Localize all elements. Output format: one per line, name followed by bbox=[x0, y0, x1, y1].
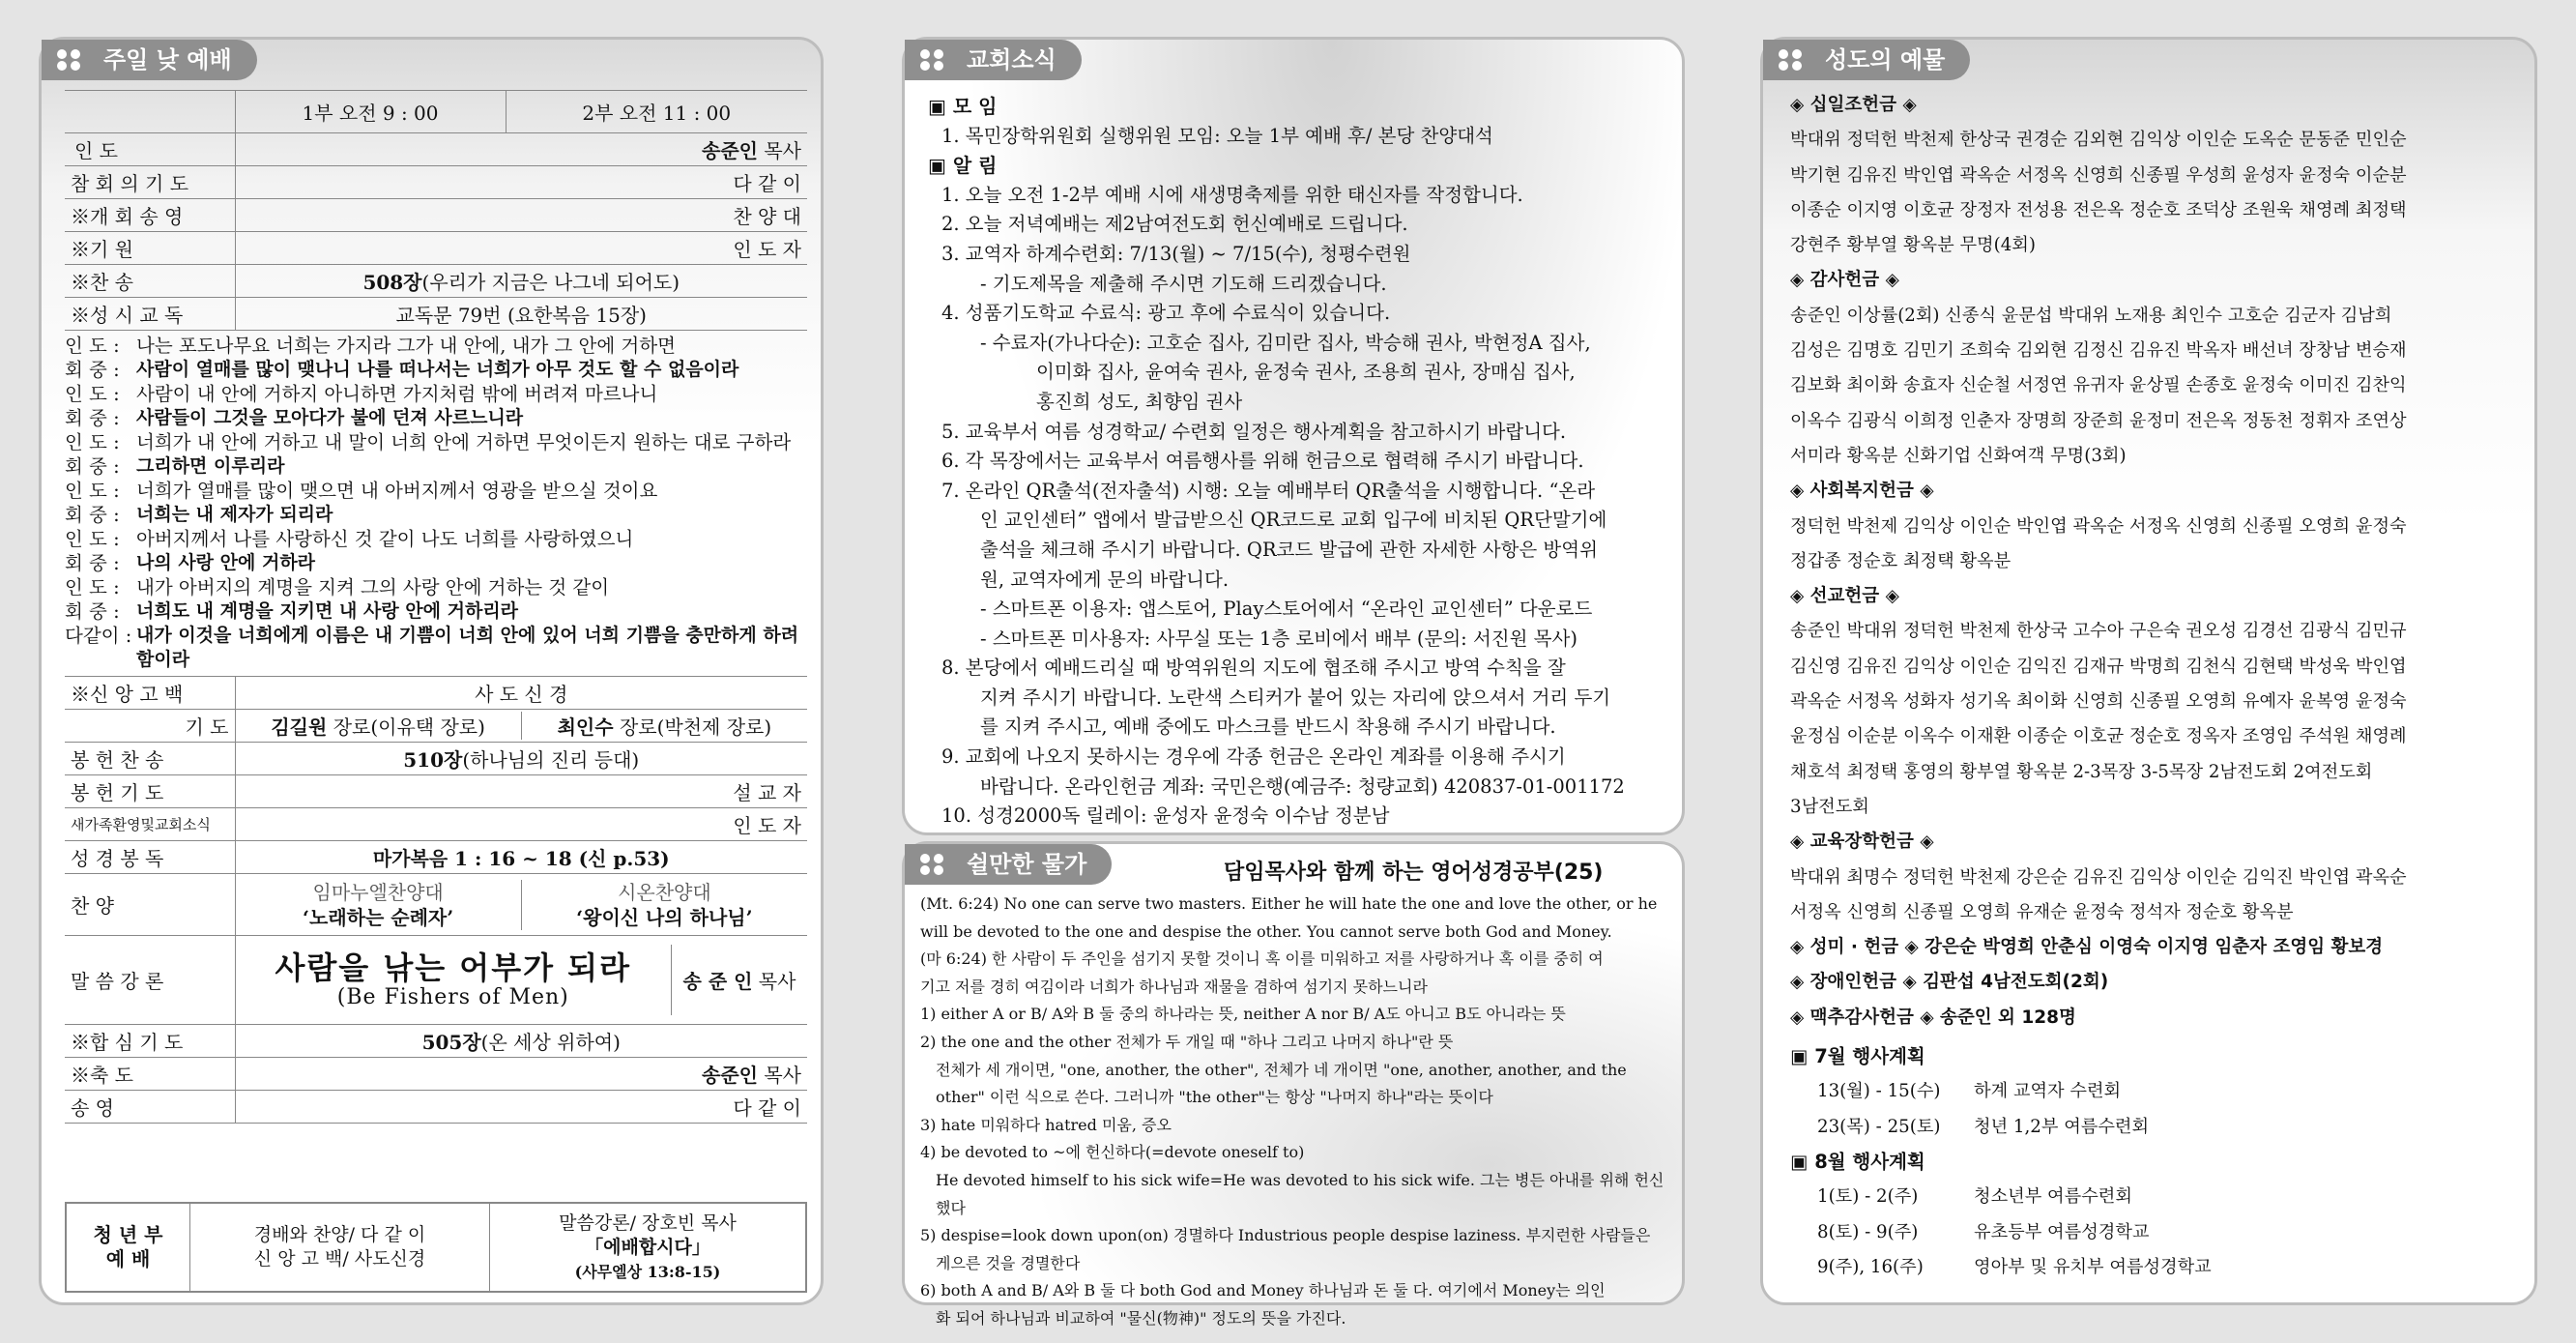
row-label: ※성 시 교 독 bbox=[65, 298, 235, 331]
english-study-title: 담임목사와 함께 하는 영어성경공부(25) bbox=[1224, 861, 1604, 885]
news-item: 10. 성경2000독 릴레이: 윤성자 윤정숙 이수남 정분남 bbox=[941, 804, 1390, 828]
responsive-speaker: 인 도 : bbox=[65, 528, 120, 550]
offerings-list bbox=[1790, 88, 2515, 1285]
hymn-number: 510장 bbox=[403, 748, 463, 772]
responsive-text: 내가 아버지의 계명을 지켜 그의 사랑 안에 거하는 것 같이 bbox=[136, 576, 610, 599]
responsive-speaker: 회 중 : bbox=[65, 552, 120, 574]
news-item: 1. 목민장학위원회 실행위원 모임: 오늘 1부 예배 후/ 본당 찬양대석 bbox=[941, 124, 1493, 147]
row-value: 인 도 자 bbox=[235, 232, 807, 265]
schedule-row bbox=[1790, 1074, 2515, 1109]
order-row-blessing bbox=[65, 1058, 807, 1091]
responsive-speaker: 인 도 : bbox=[65, 576, 120, 599]
offering-heading: ◈ 선교헌금 ◈ bbox=[1790, 586, 1899, 607]
prayer-name-2: 최인수 bbox=[557, 715, 614, 739]
hymn-title: (하나님의 진리 등대) bbox=[462, 748, 640, 772]
order-row-responsive bbox=[65, 298, 807, 331]
news-heading-notices: ▣ 알 림 bbox=[928, 154, 998, 178]
responsive-text: 내가 이것을 너희에게 이름은 내 기쁨이 너희 안에 있어 너희 기쁨을 충만하게 하려 함이라 bbox=[136, 625, 799, 670]
row-value: 교독문 79번 (요한복음 15장) bbox=[235, 298, 807, 331]
news-item: 원, 교역자에게 문의 바랍니다. bbox=[980, 568, 1230, 591]
news-item: 3. 교역자 하계수련회: 7/13(월) ~ 7/15(수), 청평수련원 bbox=[941, 242, 1411, 265]
english-bible-panel bbox=[902, 841, 1685, 1328]
offering-names: 강현주 황부열 황옥분 무명(4회) bbox=[1790, 235, 2036, 256]
service-times-row bbox=[65, 91, 807, 133]
offering-names: 3남전도회 bbox=[1790, 796, 1869, 817]
responsive-line bbox=[65, 551, 801, 575]
news-item: 5. 교육부서 여름 성경학교/ 수련회 일정은 행사계획을 참고하시기 바랍니다. bbox=[941, 420, 1567, 443]
schedule-date: 9(주), 16(주) bbox=[1817, 1256, 1924, 1277]
responsive-line bbox=[65, 334, 801, 358]
church-news-panel bbox=[902, 37, 1685, 835]
row-label: ※합 심 기 도 bbox=[65, 1025, 235, 1058]
order-row-creed bbox=[65, 677, 807, 710]
news-item: - 스마트폰 미사용자: 사무실 또는 1층 로비에서 배부 (문의: 서진원 목사) bbox=[980, 627, 1577, 650]
row-label: 봉 헌 찬 송 bbox=[65, 743, 235, 775]
choir-name-1: 임마누엘찬양대 bbox=[312, 880, 444, 904]
row-value: 마가복음 1 : 16 ~ 18 (신 p.53) bbox=[235, 841, 807, 874]
schedule-row bbox=[1790, 1110, 2515, 1145]
news-item: 9. 교회에 나오지 못하시는 경우에 각종 헌금은 온라인 계좌를 이용해 주시기 bbox=[941, 745, 1566, 769]
english-line: (Mt. 6:24) No one can serve two masters. Either he will hate the one and love the other, or he bbox=[920, 894, 1658, 913]
responsive-speaker: 인 도 : bbox=[65, 335, 120, 357]
row-label: 기 도 bbox=[65, 710, 235, 743]
row-label: 말 씀 강 론 bbox=[65, 936, 235, 1025]
youth-title-1: 청 년 부 bbox=[93, 1223, 163, 1246]
responsive-speaker: 인 도 : bbox=[65, 383, 120, 405]
order-row-praise bbox=[65, 874, 807, 936]
schedule-row bbox=[1790, 1215, 2515, 1250]
hymn-title: (우리가 지금은 나그네 되어도) bbox=[421, 271, 680, 294]
news-item: 이미화 집사, 윤여숙 권사, 윤정숙 권사, 조용희 권사, 장매심 집사, bbox=[1036, 361, 1576, 384]
service-2-time: 2부 오전 11 : 00 bbox=[506, 91, 807, 133]
section-title: 쉴만한 물가 bbox=[967, 851, 1087, 878]
responsive-text: 아버지께서 나를 사랑하신 것 같이 나도 너희를 사랑하였으니 bbox=[136, 528, 634, 550]
news-item: 1. 오늘 오전 1-2부 예배 시에 새생명축제를 위한 태신자를 작정합니다. bbox=[941, 183, 1523, 206]
english-line: 기고 저를 경히 여김이라 너희가 하나님과 재물을 겸하여 섬기지 못하느니라 bbox=[920, 977, 1428, 996]
responsive-line bbox=[65, 503, 801, 527]
order-row-new-family bbox=[65, 808, 807, 841]
responsive-line bbox=[65, 575, 801, 599]
offering-names: 이옥수 김광식 이희정 인춘자 장명희 장준희 윤정미 전은옥 정동천 정휘자 조연상 bbox=[1790, 410, 2407, 431]
news-list bbox=[928, 92, 1663, 832]
responsive-speaker: 회 중 : bbox=[65, 504, 120, 526]
section-tab bbox=[42, 40, 257, 80]
news-item: - 기도제목을 제출해 주시면 기도해 드리겠습니다. bbox=[980, 272, 1387, 295]
blessing-name: 송준인 bbox=[702, 1064, 758, 1087]
july-plan-heading: ▣ 7월 행사계획 bbox=[1790, 1045, 1925, 1068]
news-item: 바랍니다. 온라인헌금 계좌: 국민은행(예금주: 청량교회) 420837-01-001172 bbox=[980, 774, 1625, 798]
responsive-line bbox=[65, 454, 801, 479]
offering-names: 박대위 최명수 정덕헌 박천제 강은순 김유진 김익상 이인순 김익진 박인엽 곽옥순 bbox=[1790, 866, 2407, 888]
news-item: 4. 성품기도학교 수료식: 광고 후에 수료식이 있습니다. bbox=[941, 302, 1391, 325]
section-tab bbox=[1763, 40, 1970, 80]
order-row-closing-hymn bbox=[65, 1025, 807, 1058]
offering-names: 김신영 김유진 김익상 이인순 김익진 김재규 박명희 김천식 김현택 박성욱 박인엽 bbox=[1790, 656, 2407, 677]
responsive-line bbox=[65, 527, 801, 551]
responsive-reading bbox=[65, 331, 807, 677]
english-line: will be devoted to the one and despise the other. You cannot serve both God and Money. bbox=[920, 921, 1612, 941]
offering-heading: ◈ 성미 · 헌금 ◈ 강은순 박영희 안춘심 이영숙 이지영 임춘자 조영임 황보경 bbox=[1790, 937, 2384, 958]
responsive-line bbox=[65, 430, 801, 454]
schedule-date: 23(목) - 25(토) bbox=[1817, 1116, 1941, 1137]
blessing-title: 목사 bbox=[764, 1064, 801, 1087]
schedule-event: 하계 교역자 수련회 bbox=[1974, 1081, 2122, 1102]
choir-name-2: 시온찬양대 bbox=[618, 880, 711, 904]
section-title: 성도의 예물 bbox=[1825, 46, 1946, 73]
english-line: 4) be devoted to ~에 헌신하다(=devote oneself to) bbox=[920, 1143, 1305, 1162]
responsive-speaker: 회 중 : bbox=[65, 455, 120, 478]
responsive-speaker: 인 도 : bbox=[65, 480, 120, 502]
section-tab bbox=[905, 844, 1112, 885]
august-plan-heading: ▣ 8월 행사계획 bbox=[1790, 1150, 1925, 1173]
responsive-speaker: 인 도 : bbox=[65, 431, 120, 453]
offering-names: 김보화 최이화 송효자 신순철 서정연 유귀자 윤상필 손종호 윤정숙 이미진 김찬익 bbox=[1790, 375, 2407, 396]
offering-lines bbox=[1790, 88, 2515, 1036]
row-label: ※찬 송 bbox=[65, 265, 235, 298]
row-value: 인 도 자 bbox=[235, 808, 807, 841]
schedule-event: 청년 1,2부 여름수련회 bbox=[1974, 1116, 2150, 1137]
responsive-text: 너희가 열매를 많이 맺으면 내 아버지께서 영광을 받으실 것이요 bbox=[136, 480, 658, 502]
order-row-offering-prayer bbox=[65, 775, 807, 808]
news-item: 8. 본당에서 예배드리실 때 방역위원의 지도에 협조해 주시고 방역 수칙을 잘 bbox=[941, 657, 1566, 680]
responsive-text: 나의 사랑 안에 거하라 bbox=[136, 552, 316, 573]
responsive-text: 그리하면 이루리라 bbox=[136, 455, 285, 477]
news-item: - 스마트폰 이용자: 앱스토어, Play스토어에서 “온라인 교인센터” 다운로드 bbox=[980, 598, 1593, 621]
service-1-time: 1부 오전 9 : 00 bbox=[235, 91, 506, 133]
sermon-title: 사람을 낚는 어부가 되라 bbox=[275, 949, 632, 986]
news-item: 7. 온라인 QR출석(전자출석) 시행: 오늘 예배부터 QR출석을 시행합니다. “온라 bbox=[941, 479, 1596, 502]
order-row-open-song bbox=[65, 199, 807, 232]
offerings-panel bbox=[1760, 37, 2537, 1305]
offering-heading: ◈ 맥추감사헌금 ◈ 송준인 외 128명 bbox=[1790, 1007, 2076, 1028]
youth-order-1: 경배와 찬양/ 다 같 이 bbox=[253, 1224, 426, 1245]
july-plan bbox=[1790, 1074, 2515, 1145]
row-label: 송 영 bbox=[65, 1091, 235, 1124]
offering-names: 윤정심 이순분 이옥수 이재환 이종순 이호균 정순호 정옥자 조영임 주석원 채영례 bbox=[1790, 726, 2407, 747]
order-row-scripture bbox=[65, 841, 807, 874]
section-title: 주일 낮 예배 bbox=[103, 46, 232, 73]
row-value: 다 같 이 bbox=[235, 166, 807, 199]
youth-sermon-preacher: 말씀강론/ 장호빈 목사 bbox=[559, 1212, 737, 1234]
dots-icon bbox=[1777, 47, 1806, 73]
offering-heading: ◈ 십일조헌금 ◈ bbox=[1790, 95, 1917, 115]
english-line: 2) the one and the other 전체가 두 개일 때 "하나 그리고 나머지 하나"란 뜻 bbox=[920, 1032, 1454, 1051]
responsive-speaker: 다같이 : bbox=[65, 625, 132, 647]
english-line: 화 되어 하나님과 비교하여 "물신(物神)" 정도의 뜻을 가진다. bbox=[936, 1308, 1346, 1328]
english-line: other" 이런 식으로 쓴다. 그러니까 "the other"는 항상 "나머지 하나"라는 뜻이다 bbox=[936, 1088, 1493, 1107]
row-value: 다 같 이 bbox=[235, 1091, 807, 1124]
offering-names: 정갑종 정순호 최정택 황옥분 bbox=[1790, 550, 2012, 571]
sermon-title-en: (Be Fishers of Men) bbox=[336, 985, 569, 1009]
schedule-date: 1(토) - 2(주) bbox=[1817, 1186, 1919, 1208]
english-line: 6) both A and B/ A와 B 둘 다 both God and Money 하나님과 돈 둘 다. 여기에서 Money는 의인 bbox=[920, 1281, 1606, 1300]
news-heading-meetings: ▣ 모 임 bbox=[928, 95, 998, 118]
offering-names: 곽옥순 서정옥 성화자 성기옥 최이화 신영희 신종필 오영희 유예자 윤복영 윤정숙 bbox=[1790, 691, 2407, 713]
responsive-text: 너희는 내 제자가 되리라 bbox=[136, 504, 333, 525]
responsive-text: 너희도 내 계명을 지키면 내 사랑 안에 거하리라 bbox=[136, 600, 519, 622]
offering-names: 서미라 황옥분 신화기업 신화여객 무명(3회) bbox=[1790, 445, 2127, 466]
section-tab bbox=[905, 40, 1082, 80]
offering-heading: ◈ 감사헌금 ◈ bbox=[1790, 270, 1899, 291]
offering-names: 송준인 박대위 정덕헌 박천제 한상국 고수아 구은숙 권오성 김경선 김광식 김민규 bbox=[1790, 621, 2407, 642]
dots-icon bbox=[918, 47, 947, 73]
offering-heading: ◈ 사회복지헌금 ◈ bbox=[1790, 481, 1934, 502]
youth-sermon-title: 「에배합시다」 bbox=[585, 1236, 710, 1258]
section-title: 교회소식 bbox=[967, 46, 1056, 73]
news-item: 6. 각 목장에서는 교육부서 여름행사를 위해 헌금으로 협력해 주시기 바랍니다. bbox=[941, 450, 1584, 473]
hymn-number: 505장 bbox=[421, 1031, 481, 1054]
row-value: 설 교 자 bbox=[235, 775, 807, 808]
row-label: ※기 원 bbox=[65, 232, 235, 265]
order-row-hymn bbox=[65, 265, 807, 298]
responsive-text: 사람들이 그것을 모아다가 불에 던져 사르느니라 bbox=[136, 407, 524, 428]
offering-names: 김성은 김명호 김민기 조희숙 김외현 김정신 김유진 박옥자 배선녀 장창남 변승재 bbox=[1790, 340, 2407, 362]
schedule-date: 8(토) - 9(주) bbox=[1817, 1221, 1919, 1242]
worship-order-panel bbox=[39, 37, 824, 1305]
dots-icon bbox=[55, 47, 84, 73]
news-item: 홍진희 성도, 최향임 권사 bbox=[1036, 390, 1243, 413]
news-item: 출석을 체크해 주시기 바랍니다. QR코드 발급에 관한 자세한 사항은 방역위 bbox=[980, 538, 1598, 561]
order-row-closing bbox=[65, 1091, 807, 1124]
responsive-text: 사람이 열매를 많이 맺나니 나를 떠나서는 너희가 아무 것도 할 수 없음이라 bbox=[136, 359, 739, 380]
worship-order-table bbox=[65, 90, 807, 1124]
english-line: 게으른 것을 경멸한다 bbox=[936, 1253, 1081, 1272]
offering-names: 정덕헌 박천제 김익상 이인순 박인엽 곽옥순 서정옥 신영희 신종필 오영희 윤정숙 bbox=[1790, 515, 2407, 537]
hymn-title: (온 세상 위하여) bbox=[480, 1031, 621, 1054]
responsive-text: 나는 포도나무요 너희는 가지라 그가 내 안에, 내가 그 안에 거하면 bbox=[136, 335, 676, 357]
order-row-prayer-pre bbox=[65, 166, 807, 199]
youth-title-2: 예 배 bbox=[105, 1247, 151, 1270]
news-item: 2. 오늘 저녁예배는 제2남여전도회 헌신예배로 드립니다. bbox=[941, 213, 1408, 236]
responsive-line bbox=[65, 358, 801, 382]
responsive-line bbox=[65, 624, 801, 672]
offering-names: 이종순 이지영 이호균 장정자 전성용 전은옥 정순호 조덕상 조원욱 채영례 최정택 bbox=[1790, 199, 2407, 220]
responsive-text: 너희가 내 안에 거하고 내 말이 너희 안에 거하면 무엇이든지 원하는 대로 구하라 bbox=[136, 431, 792, 453]
leader-name: 송준인 bbox=[702, 139, 758, 162]
offering-names: 박대위 정덕헌 박천제 한상국 권경순 김외현 김익상 이인순 도옥순 문동준 민인순 bbox=[1790, 130, 2407, 151]
order-row-prayer bbox=[65, 710, 807, 743]
schedule-event: 청소년부 여름수련회 bbox=[1974, 1186, 2132, 1208]
row-label: 봉 헌 기 도 bbox=[65, 775, 235, 808]
choir-song-1: ‘노래하는 순례자’ bbox=[303, 905, 454, 929]
row-label: 새가족환영및교회소식 bbox=[65, 808, 235, 841]
offering-heading: ◈ 교육장학헌금 ◈ bbox=[1790, 832, 1934, 853]
responsive-text: 사람이 내 안에 거하지 아니하면 가지처럼 밖에 버려져 마르나니 bbox=[136, 383, 658, 405]
prayer-detail-1: 장로(이유택 장로) bbox=[333, 715, 485, 739]
august-plan bbox=[1790, 1180, 2515, 1285]
news-item: 를 지켜 주시고, 예배 중에도 마스크를 반드시 착용해 주시기 바랍니다. bbox=[980, 715, 1556, 739]
row-value: 찬 양 대 bbox=[235, 199, 807, 232]
responsive-speaker: 회 중 : bbox=[65, 359, 120, 381]
english-study-text bbox=[920, 890, 1672, 1333]
responsive-line bbox=[65, 406, 801, 430]
prayer-detail-2: 장로(박천제 장로) bbox=[619, 715, 772, 739]
offering-names: 박기현 김유진 박인엽 곽옥순 서정옥 신영희 신종필 우성희 윤성자 윤정숙 이순분 bbox=[1790, 164, 2407, 186]
row-label: 성 경 봉 독 bbox=[65, 841, 235, 874]
english-line: He devoted himself to his sick wife=He was devoted to his sick wife. 그는 병든 아내를 위해 헌신했다 bbox=[936, 1170, 1664, 1217]
responsive-line bbox=[65, 382, 801, 406]
prayer-name-1: 김길원 bbox=[271, 715, 328, 739]
preacher-name: 송 준 인 bbox=[682, 970, 753, 993]
row-label: ※개 회 송 영 bbox=[65, 199, 235, 232]
schedule-date: 13(월) - 15(수) bbox=[1817, 1081, 1941, 1102]
row-label: ※축 도 bbox=[65, 1058, 235, 1091]
schedule-event: 유초등부 여름성경학교 bbox=[1974, 1221, 2150, 1242]
row-label: 찬 양 bbox=[65, 874, 235, 936]
row-value: 사 도 신 경 bbox=[235, 677, 807, 710]
youth-order-2: 신 앙 고 백/ 사도신경 bbox=[253, 1248, 426, 1270]
row-label: 인 도 bbox=[74, 139, 118, 162]
english-line: 전체가 세 개이면, "one, another, the other", 전체가 네 개이면 "one, another, another, and the bbox=[936, 1060, 1627, 1079]
row-label: ※신 앙 고 백 bbox=[65, 677, 235, 710]
leader-title: 목사 bbox=[764, 139, 801, 162]
youth-worship-box bbox=[65, 1202, 807, 1293]
order-row-sermon bbox=[65, 936, 807, 1025]
offering-names: 채호석 최정택 홍영의 황부열 황옥분 2-3목장 3-5목장 2남전도회 2여전도회 bbox=[1790, 761, 2373, 782]
english-line: (마 6:24) 한 사람이 두 주인을 섬기지 못할 것이니 혹 이를 미워하고 저를 사랑하거나 혹 이를 중히 여 bbox=[920, 949, 1604, 969]
news-item: 지켜 주시기 바랍니다. 노란색 스티커가 붙어 있는 자리에 앉으셔서 거리 두기 bbox=[980, 686, 1611, 709]
english-line: 1) either A or B/ A와 B 둘 중의 하나라는 뜻, neither A nor B/ A도 아니고 B도 아니라는 뜻 bbox=[920, 1005, 1566, 1024]
order-row-invocation bbox=[65, 232, 807, 265]
preacher-title: 목사 bbox=[758, 970, 796, 993]
choir-song-2: ‘왕이신 나의 하나님’ bbox=[576, 905, 753, 929]
english-line: 5) despise=look down upon(on) 경멸하다 Industrious people despise laziness. 부지런한 사람들은 bbox=[920, 1226, 1651, 1245]
responsive-line bbox=[65, 599, 801, 624]
offering-heading: ◈ 장애인헌금 ◈ 김판섭 4남전도회(2회) bbox=[1790, 972, 2109, 993]
schedule-event: 영아부 및 유치부 여름성경학교 bbox=[1974, 1256, 2212, 1277]
responsive-speaker: 회 중 : bbox=[65, 600, 120, 623]
row-label: 참 회 의 기 도 bbox=[65, 166, 235, 199]
dots-icon bbox=[918, 852, 947, 877]
order-row-leader bbox=[65, 133, 807, 166]
schedule-row bbox=[1790, 1180, 2515, 1214]
news-item: 인 교인센터” 앱에서 발급받으신 QR코드로 교회 입구에 비치된 QR단말기에 bbox=[980, 509, 1607, 532]
news-item: - 수료자(가나다순): 고호순 집사, 김미란 집사, 박승해 권사, 박현정A 집사, bbox=[980, 331, 1591, 354]
english-line: 3) hate 미워하다 hatred 미움, 증오 bbox=[920, 1115, 1172, 1134]
responsive-line bbox=[65, 479, 801, 503]
offering-names: 서정옥 신영희 신종필 오영희 유재순 윤정숙 정석자 정순호 황옥분 bbox=[1790, 901, 2294, 922]
schedule-row bbox=[1790, 1250, 2515, 1285]
youth-sermon-text: (사무엘상 13:8-15) bbox=[574, 1262, 721, 1281]
offering-names: 송준인 이상률(2회) 신종식 윤문섭 박대위 노재용 최인수 고호순 김군자 김남희 bbox=[1790, 305, 2392, 326]
responsive-reading-lines bbox=[65, 331, 807, 677]
hymn-number: 508장 bbox=[362, 271, 422, 294]
order-row-offering-hymn bbox=[65, 743, 807, 775]
responsive-speaker: 회 중 : bbox=[65, 407, 120, 429]
news-notices bbox=[928, 181, 1663, 832]
